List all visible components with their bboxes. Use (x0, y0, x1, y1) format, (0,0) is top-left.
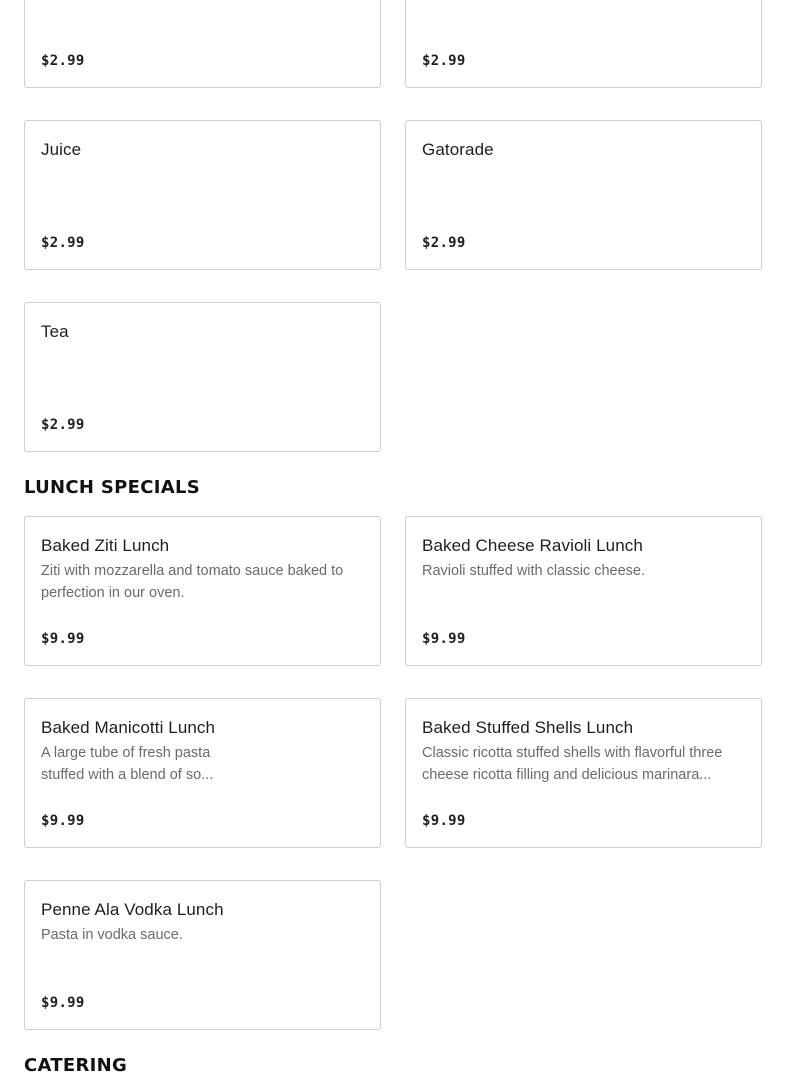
menu-item-name: Tea (41, 322, 69, 341)
menu-item-name: Juice (41, 140, 82, 159)
menu-item-description: Ziti with mozzarella and tomato sauce baked to perfection in our oven. (41, 563, 344, 601)
menu-item-description: Classic ricotta stuffed shells with flavorful three cheese ricotta filling and delicious marinara... (422, 745, 723, 783)
menu-item-card[interactable] (405, 120, 762, 270)
menu-item-card[interactable] (24, 880, 381, 1030)
menu-item-card[interactable] (24, 120, 381, 270)
menu-item-price: $9.99 (422, 813, 466, 829)
menu-item-price: $9.99 (41, 813, 85, 829)
menu-item-price: $9.99 (41, 631, 85, 647)
menu-item-name: Baked Manicotti Lunch (41, 718, 216, 737)
menu-item-name: Penne Ala Vodka Lunch (41, 900, 224, 919)
menu-item-price: $2.99 (422, 53, 466, 69)
menu-item-card[interactable] (24, 516, 381, 666)
menu-item-description: A large tube of fresh pasta stuffed with a blend of so... (41, 745, 214, 783)
menu-item-name: Gatorade (422, 140, 494, 159)
section-title-lunch-specials: LUNCH SPECIALS (24, 477, 200, 498)
menu-item-price: $9.99 (422, 631, 466, 647)
menu-item-card[interactable] (405, 698, 762, 848)
menu-item-price: $9.99 (41, 995, 85, 1011)
section-title-catering: CATERING (24, 1055, 128, 1076)
menu-item-card[interactable] (24, 0, 381, 88)
menu-item-price: $2.99 (41, 417, 85, 433)
menu-item-card[interactable] (405, 516, 762, 666)
menu-item-name: Baked Stuffed Shells Lunch (422, 718, 634, 737)
menu-item-card[interactable] (24, 302, 381, 452)
menu-item-card[interactable] (405, 0, 762, 88)
menu-item-description (41, 0, 361, 4)
menu-item-name: Baked Cheese Ravioli Lunch (422, 536, 643, 555)
menu-item-price: $2.99 (41, 235, 85, 251)
menu-item-description: Ravioli stuffed with classic cheese. (422, 563, 645, 579)
menu-item-description: Pasta in vodka sauce. (41, 927, 183, 943)
menu-item-name: Baked Ziti Lunch (41, 536, 170, 555)
menu-item-card[interactable] (24, 698, 381, 848)
menu-item-price: $2.99 (41, 53, 85, 69)
menu-item-price: $2.99 (422, 235, 466, 251)
